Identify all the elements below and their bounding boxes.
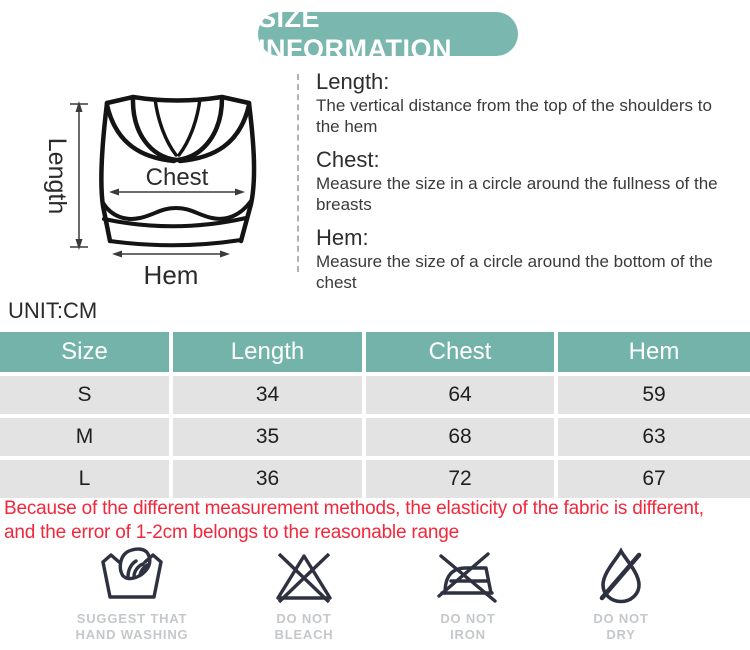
size-table-cell: M bbox=[0, 418, 169, 456]
size-table-cell: 72 bbox=[366, 460, 554, 498]
length-arrow bbox=[70, 104, 88, 247]
garment-measurement-diagram bbox=[18, 64, 303, 300]
size-table-cell: 63 bbox=[558, 418, 750, 456]
measurement-disclaimer bbox=[4, 497, 704, 545]
size-table-cell: 68 bbox=[366, 418, 554, 456]
care-label: DO NOT IRON bbox=[440, 611, 496, 642]
hem-description: Measure the size of a circle around the bottom of the chest bbox=[316, 252, 713, 292]
length-term: Length: bbox=[316, 69, 390, 94]
size-table-cell: 64 bbox=[366, 376, 554, 414]
care-item-do-not-iron bbox=[381, 546, 555, 643]
size-table-header-size: Size bbox=[0, 332, 169, 372]
do-not-dry-icon bbox=[589, 546, 653, 604]
chest-description: Measure the size in a circle around the fullness of the breasts bbox=[316, 174, 718, 214]
size-table-cell: 36 bbox=[173, 460, 362, 498]
size-table-cell: 34 bbox=[173, 376, 362, 414]
disclaimer-line-1: Because of the different measurement methods, the elasticity of the fabric is different, bbox=[4, 498, 704, 519]
chest-diagram-label: Chest bbox=[145, 164, 209, 191]
unit-label: UNIT:CM bbox=[8, 298, 98, 323]
care-item-do-not-dry bbox=[534, 546, 708, 643]
care-label: DO NOT DRY bbox=[593, 611, 649, 642]
hem-term: Hem: bbox=[316, 225, 369, 250]
page-title bbox=[258, 3, 518, 64]
care-label: DO NOT BLEACH bbox=[274, 611, 334, 642]
size-table-header-hem: Hem bbox=[558, 332, 750, 372]
do-not-iron-icon bbox=[436, 546, 500, 604]
dashed-divider bbox=[297, 74, 299, 272]
size-table bbox=[0, 332, 750, 498]
size-table-cell: 35 bbox=[173, 418, 362, 456]
length-description: The vertical distance from the top of the shoulders to the hem bbox=[316, 96, 712, 136]
size-table-header-chest: Chest bbox=[366, 332, 554, 372]
disclaimer-line-2: and the error of 1-2cm belongs to the reasonable range bbox=[4, 522, 459, 543]
care-label: SUGGEST THAT HAND WASHING bbox=[75, 611, 189, 642]
chest-term: Chest: bbox=[316, 147, 380, 172]
measurement-definitions bbox=[316, 69, 740, 303]
page-title-text: SIZE INFORMATION bbox=[258, 3, 452, 64]
care-item-hand-wash bbox=[45, 546, 219, 643]
hand-wash-icon bbox=[100, 546, 164, 604]
do-not-bleach-icon bbox=[272, 546, 336, 604]
size-table-cell: 67 bbox=[558, 460, 750, 498]
care-item-do-not-bleach bbox=[217, 546, 391, 643]
size-table-cell: 59 bbox=[558, 376, 750, 414]
length-diagram-label: Length bbox=[43, 137, 71, 215]
size-table-cell: L bbox=[0, 460, 169, 498]
size-table-cell: S bbox=[0, 376, 169, 414]
size-table-header-length: Length bbox=[173, 332, 362, 372]
hem-diagram-label: Hem bbox=[143, 260, 199, 290]
